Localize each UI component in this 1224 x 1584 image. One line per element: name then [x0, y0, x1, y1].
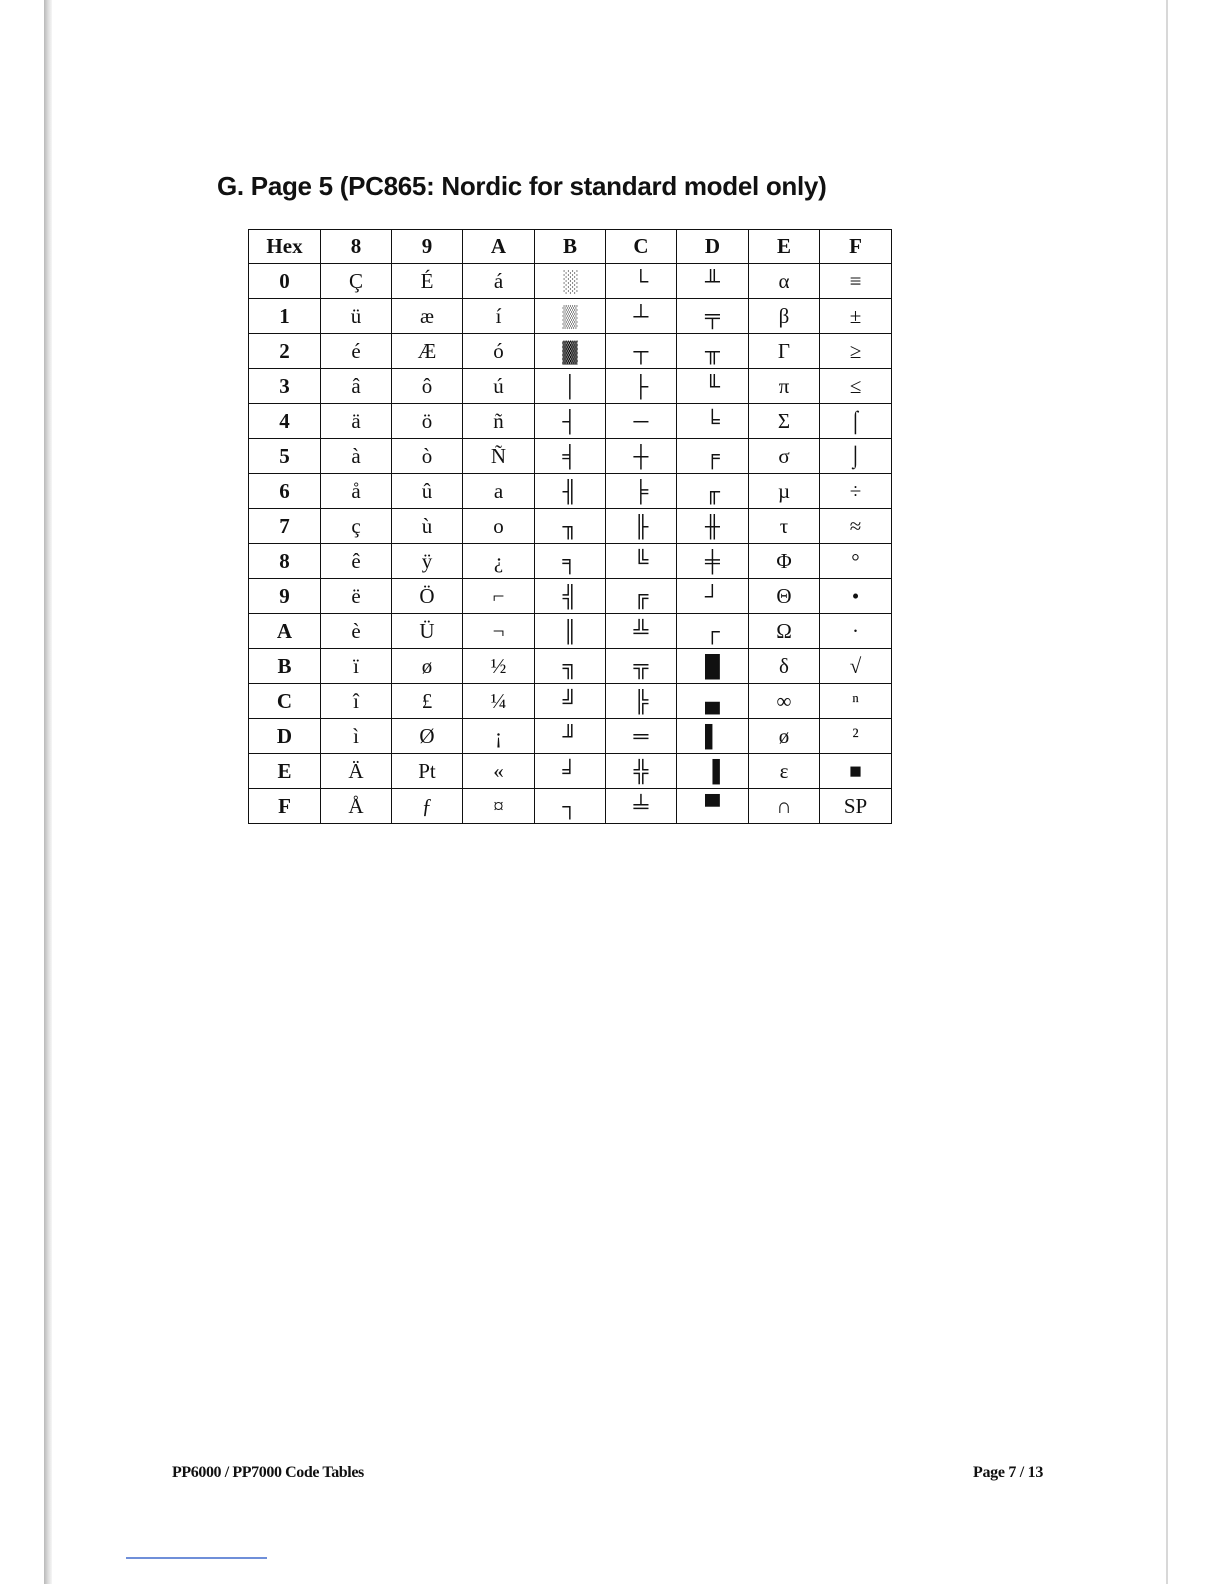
code-cell: π [749, 369, 820, 404]
row-header: F [249, 789, 321, 824]
column-header-9: 9 [392, 230, 463, 264]
code-cell: ╞ [606, 474, 677, 509]
code-cell: ▀ [677, 789, 749, 824]
code-cell: Ω [749, 614, 820, 649]
code-cell: ▄ [677, 684, 749, 719]
code-cell: Pt [392, 754, 463, 789]
code-cell: æ [392, 299, 463, 334]
code-cell: ╨ [677, 264, 749, 299]
code-cell: Ç [321, 264, 392, 299]
code-cell: τ [749, 509, 820, 544]
code-cell: SP [820, 789, 892, 824]
code-cell: Ø [392, 719, 463, 754]
code-cell: ¿ [463, 544, 535, 579]
table-row [249, 264, 892, 299]
code-cell: √ [820, 649, 892, 684]
code-cell: ╜ [535, 719, 606, 754]
code-cell: ƒ [392, 789, 463, 824]
table-row [249, 649, 892, 684]
code-cell: ┘ [677, 579, 749, 614]
code-cell: ▒ [535, 299, 606, 334]
code-cell: à [321, 439, 392, 474]
row-header: 4 [249, 404, 321, 439]
code-cell: σ [749, 439, 820, 474]
code-cell: ╒ [677, 439, 749, 474]
code-cell: ╕ [535, 544, 606, 579]
code-cell: ⁿ [820, 684, 892, 719]
table-row [249, 614, 892, 649]
code-cell: ° [820, 544, 892, 579]
code-cell: ░ [535, 264, 606, 299]
scan-edge-right [1166, 0, 1168, 1584]
code-cell: ∞ [749, 684, 820, 719]
code-cell: ÿ [392, 544, 463, 579]
code-cell: £ [392, 684, 463, 719]
code-cell: ╫ [677, 509, 749, 544]
column-header-e: E [749, 230, 820, 264]
table-row [249, 544, 892, 579]
code-cell: Æ [392, 334, 463, 369]
table-row [249, 754, 892, 789]
code-cell: « [463, 754, 535, 789]
code-cell: · [820, 614, 892, 649]
code-cell: ╖ [535, 509, 606, 544]
code-cell: è [321, 614, 392, 649]
code-cell: ╠ [606, 684, 677, 719]
code-cell: ┴ [606, 299, 677, 334]
code-cell: ╥ [677, 334, 749, 369]
code-cell: ü [321, 299, 392, 334]
hex-corner-header: Hex [249, 230, 321, 264]
code-page-table [248, 229, 892, 824]
code-cell: á [463, 264, 535, 299]
code-cell: ╟ [606, 509, 677, 544]
code-cell: ┐ [535, 789, 606, 824]
code-cell: ╡ [535, 439, 606, 474]
code-cell: û [392, 474, 463, 509]
row-header: 5 [249, 439, 321, 474]
code-cell: ì [321, 719, 392, 754]
section-heading: G. Page 5 (PC865: Nordic for standard model only) [217, 171, 827, 201]
code-cell: ■ [820, 754, 892, 789]
code-cell: ╛ [535, 754, 606, 789]
row-header: C [249, 684, 321, 719]
code-cell: ç [321, 509, 392, 544]
table-row [249, 474, 892, 509]
code-cell: ╘ [677, 404, 749, 439]
code-cell: ë [321, 579, 392, 614]
code-cell: █ [677, 649, 749, 684]
table-row [249, 369, 892, 404]
row-header: 7 [249, 509, 321, 544]
code-cell: ┬ [606, 334, 677, 369]
code-cell: a [463, 474, 535, 509]
code-cell: ╩ [606, 614, 677, 649]
code-cell: ö [392, 404, 463, 439]
code-cell: ╚ [606, 544, 677, 579]
scan-underline [126, 1557, 267, 1559]
code-cell: µ [749, 474, 820, 509]
code-cell: ▓ [535, 334, 606, 369]
code-cell: • [820, 579, 892, 614]
code-cell: Θ [749, 579, 820, 614]
code-cell: ¡ [463, 719, 535, 754]
scan-edge-left [44, 0, 52, 1584]
row-header: 6 [249, 474, 321, 509]
code-cell: Γ [749, 334, 820, 369]
code-cell: í [463, 299, 535, 334]
code-cell: α [749, 264, 820, 299]
column-header-a: A [463, 230, 535, 264]
code-cell: ä [321, 404, 392, 439]
footer-document-title: PP6000 / PP7000 Code Tables [172, 1464, 364, 1481]
row-header: E [249, 754, 321, 789]
code-cell: ≈ [820, 509, 892, 544]
table-row [249, 509, 892, 544]
code-cell: ┼ [606, 439, 677, 474]
table-body [249, 264, 892, 824]
code-cell: ╦ [606, 649, 677, 684]
code-cell: Ü [392, 614, 463, 649]
code-cell: ó [463, 334, 535, 369]
code-cell: å [321, 474, 392, 509]
code-cell: Σ [749, 404, 820, 439]
column-header-f: F [820, 230, 892, 264]
row-header: 8 [249, 544, 321, 579]
code-cell: ═ [606, 719, 677, 754]
code-cell: ≥ [820, 334, 892, 369]
table-row [249, 684, 892, 719]
table-row [249, 719, 892, 754]
row-header: 2 [249, 334, 321, 369]
row-header: B [249, 649, 321, 684]
code-cell: î [321, 684, 392, 719]
code-cell: ½ [463, 649, 535, 684]
code-cell: ╓ [677, 474, 749, 509]
code-cell: ╝ [535, 684, 606, 719]
code-cell: ┤ [535, 404, 606, 439]
code-cell: ² [820, 719, 892, 754]
code-cell: ô [392, 369, 463, 404]
code-cell: Φ [749, 544, 820, 579]
row-header: 1 [249, 299, 321, 334]
code-cell: ∩ [749, 789, 820, 824]
column-header-b: B [535, 230, 606, 264]
code-cell: ╢ [535, 474, 606, 509]
code-cell: β [749, 299, 820, 334]
code-cell: É [392, 264, 463, 299]
code-cell: ê [321, 544, 392, 579]
row-header: 3 [249, 369, 321, 404]
code-cell: ╧ [606, 789, 677, 824]
code-cell: ┌ [677, 614, 749, 649]
code-cell: ▌ [677, 719, 749, 754]
row-header: A [249, 614, 321, 649]
code-cell: ─ [606, 404, 677, 439]
table-row [249, 404, 892, 439]
code-cell: ¼ [463, 684, 535, 719]
code-cell: ▐ [677, 754, 749, 789]
code-cell: ╗ [535, 649, 606, 684]
code-cell: ⌡ [820, 439, 892, 474]
code-cell: ⌐ [463, 579, 535, 614]
code-cell: ≤ [820, 369, 892, 404]
code-cell: ¬ [463, 614, 535, 649]
column-header-8: 8 [321, 230, 392, 264]
code-cell: ø [392, 649, 463, 684]
code-cell: └ [606, 264, 677, 299]
code-cell: ÷ [820, 474, 892, 509]
row-header: D [249, 719, 321, 754]
code-cell: ø [749, 719, 820, 754]
code-cell: │ [535, 369, 606, 404]
code-cell: ù [392, 509, 463, 544]
code-cell: Å [321, 789, 392, 824]
table-row [249, 789, 892, 824]
code-cell: ╔ [606, 579, 677, 614]
row-header: 0 [249, 264, 321, 299]
code-cell: Ö [392, 579, 463, 614]
code-cell: ñ [463, 404, 535, 439]
code-cell: Ñ [463, 439, 535, 474]
code-cell: ╣ [535, 579, 606, 614]
column-header-d: D [677, 230, 749, 264]
code-cell: ╤ [677, 299, 749, 334]
code-cell: ¤ [463, 789, 535, 824]
table-header-row [249, 230, 892, 264]
code-cell: o [463, 509, 535, 544]
code-cell: é [321, 334, 392, 369]
table-row [249, 334, 892, 369]
code-cell: ╙ [677, 369, 749, 404]
footer-page-number: Page 7 / 13 [973, 1464, 1044, 1481]
code-cell: ╬ [606, 754, 677, 789]
code-cell: ε [749, 754, 820, 789]
code-cell: ⌠ [820, 404, 892, 439]
code-cell: ║ [535, 614, 606, 649]
code-cell: ò [392, 439, 463, 474]
code-cell: ≡ [820, 264, 892, 299]
code-cell: Ä [321, 754, 392, 789]
code-cell: â [321, 369, 392, 404]
column-header-c: C [606, 230, 677, 264]
code-cell: ╪ [677, 544, 749, 579]
code-cell: ├ [606, 369, 677, 404]
table-row [249, 439, 892, 474]
code-cell: δ [749, 649, 820, 684]
row-header: 9 [249, 579, 321, 614]
table-row [249, 299, 892, 334]
code-cell: ï [321, 649, 392, 684]
code-cell: ± [820, 299, 892, 334]
code-cell: ú [463, 369, 535, 404]
table-row [249, 579, 892, 614]
